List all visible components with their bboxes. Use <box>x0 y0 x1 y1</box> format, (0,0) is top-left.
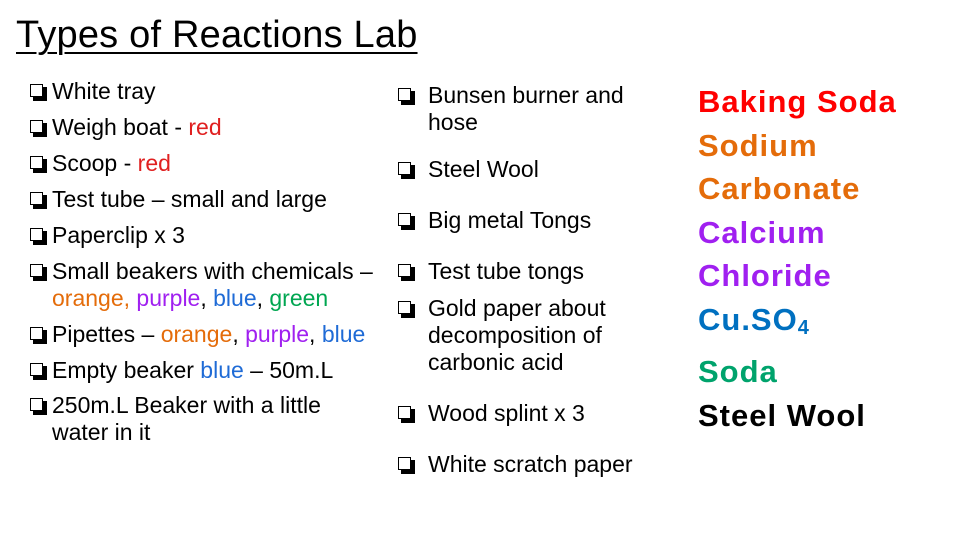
item-text: Steel Wool <box>428 156 539 182</box>
item-color-blue: blue <box>321 321 366 347</box>
item-text: , <box>309 321 322 347</box>
chemicals-list <box>698 80 918 437</box>
chemical-subscript: 4 <box>797 316 810 339</box>
list-item <box>30 114 375 141</box>
checkbox-bullet-icon <box>30 228 47 245</box>
item-text: Pipettes – <box>52 321 161 347</box>
item-color-red: red <box>137 150 171 176</box>
checkbox-bullet-icon <box>30 192 47 209</box>
list-item <box>398 207 673 234</box>
checkbox-bullet-icon <box>398 264 415 281</box>
list-item <box>30 150 375 177</box>
item-text: Weigh boat - <box>52 114 189 140</box>
item-text: , <box>200 285 214 311</box>
chemical-soda: Soda <box>698 354 778 389</box>
list-item <box>398 295 673 376</box>
item-text: Scoop - <box>52 150 138 176</box>
item-color-blue: blue <box>213 285 257 311</box>
item-text: 250m.L Beaker with a little water in it <box>52 392 321 445</box>
chemical-baking-soda: Baking Soda <box>698 84 897 119</box>
item-text: – 50m.L <box>243 357 334 383</box>
supplies-list-right <box>398 82 673 478</box>
checkbox-bullet-icon <box>398 457 415 474</box>
item-text: Small beakers with chemicals – <box>52 258 373 284</box>
list-item <box>30 78 375 105</box>
list-item <box>30 258 375 312</box>
checkbox-bullet-icon <box>30 264 47 281</box>
item-text: White scratch paper <box>428 451 633 477</box>
checkbox-bullet-icon <box>398 406 415 423</box>
page-title: Types of Reactions Lab <box>16 14 418 56</box>
checkbox-bullet-icon <box>398 301 415 318</box>
chemical-copper-sulfate <box>698 298 918 351</box>
chemical-steel-wool: Steel Wool <box>698 397 866 433</box>
item-color-purple: purple <box>136 285 201 311</box>
checkbox-bullet-icon <box>30 327 47 344</box>
item-text: Gold paper about decomposition of carbonic acid <box>428 295 606 375</box>
item-text: Paperclip x 3 <box>52 222 185 248</box>
chemical-sodium-carbonate: Sodium Carbonate <box>698 127 861 206</box>
item-color-red: red <box>188 114 222 140</box>
item-text: Wood splint x 3 <box>428 400 585 426</box>
checkbox-bullet-icon <box>398 88 415 105</box>
item-text: Test tube tongs <box>428 258 584 284</box>
item-text: , <box>256 285 270 311</box>
item-text: Empty beaker <box>52 357 201 383</box>
item-text: Big metal Tongs <box>428 207 592 233</box>
checkbox-bullet-icon <box>398 213 415 230</box>
list-item <box>398 451 673 478</box>
item-color-orange: orange, <box>52 285 137 311</box>
checkbox-bullet-icon <box>30 84 47 101</box>
list-item <box>30 357 375 384</box>
supplies-list-left <box>30 78 375 446</box>
list-item <box>30 321 375 348</box>
item-color-orange: orange <box>160 321 233 347</box>
chemical-formula: Cu.SO <box>698 301 798 337</box>
item-text: , <box>232 321 246 347</box>
list-item <box>30 222 375 249</box>
checkbox-bullet-icon <box>398 162 415 179</box>
list-item <box>398 82 673 136</box>
item-text: Bunsen burner and hose <box>428 82 624 135</box>
item-color-green: green <box>269 285 329 311</box>
list-item <box>30 186 375 213</box>
list-item <box>398 400 673 427</box>
checkbox-bullet-icon <box>30 398 47 415</box>
list-item <box>30 392 375 446</box>
item-color-purple: purple <box>245 321 310 347</box>
item-color-blue: blue <box>200 357 244 383</box>
checkbox-bullet-icon <box>30 120 47 137</box>
list-item <box>398 156 673 183</box>
checkbox-bullet-icon <box>30 156 47 173</box>
list-item <box>398 258 673 285</box>
checkbox-bullet-icon <box>30 363 47 380</box>
chemical-calcium-chloride: Calcium Chloride <box>698 214 832 293</box>
item-text: White tray <box>52 78 156 104</box>
item-text: Test tube – small and large <box>52 186 327 212</box>
